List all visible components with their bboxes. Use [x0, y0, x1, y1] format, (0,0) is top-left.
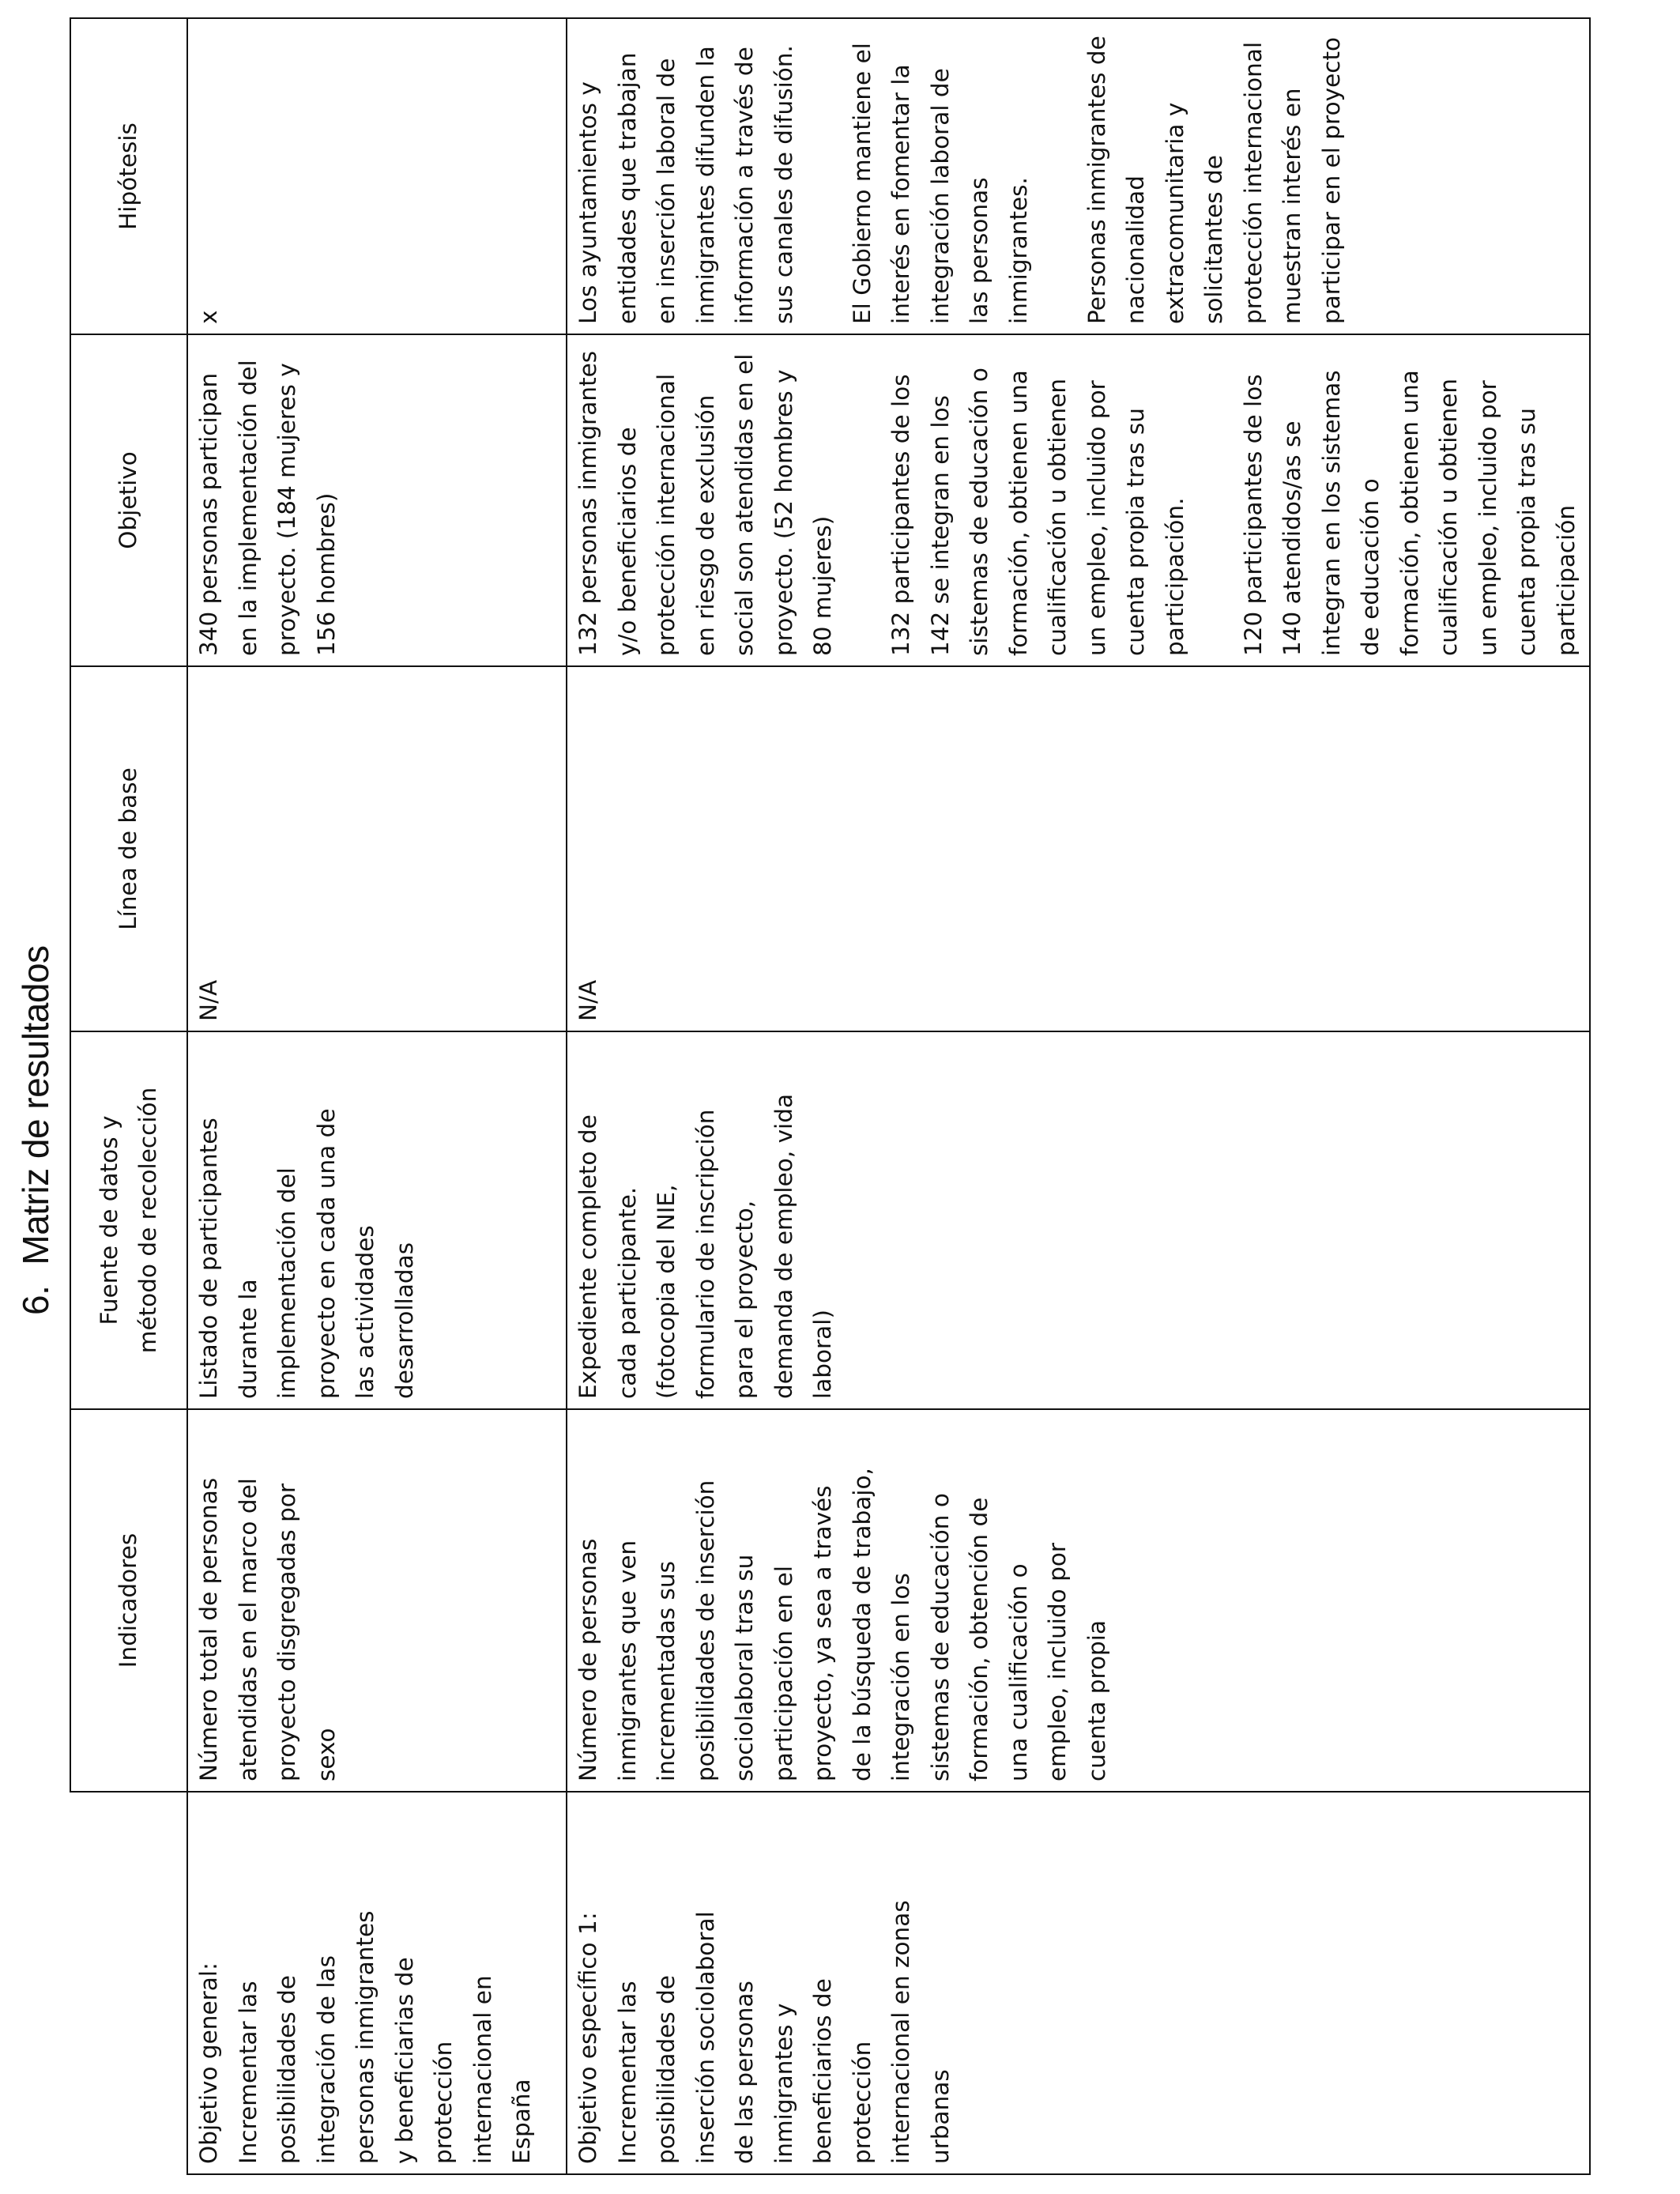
header-cell-empty: [70, 1792, 187, 2174]
hipotesis-cell: [567, 18, 1590, 334]
header-indicadores: Indicadores: [70, 1409, 187, 1792]
linea-base-cell: N/A: [567, 666, 1590, 1031]
row-label: Objetivo general: Incrementar las posibilidades de integración de las personas inmigrantes y beneficiarias de protección internacional en España: [187, 1792, 567, 2174]
linea-base-cell: N/A: [187, 666, 567, 1031]
header-linea-base: Línea de base: [70, 666, 187, 1031]
hipotesis-paragraph: x: [195, 310, 222, 324]
results-matrix-table: [70, 17, 1591, 2175]
indicador-cell: Número de personas inmigrantes que ven incrementadas sus posibilidades de inserción sociolaboral tras su participación en el proyecto, ya sea a través de la búsqueda de trabajo, integración en los sistemas de educación o formación, obtención de una cualificación o empleo, incluido por cuenta propia: [567, 1409, 1590, 1792]
section-heading: [14, 945, 57, 1315]
hipotesis-paragraph: Los ayuntamientos y entidades que trabajan en inserción laboral de inmigrantes difunden la información a través de sus canales de difusión.: [574, 45, 797, 324]
section-title: Matriz de resultados: [15, 945, 56, 1265]
section-number: 6.: [15, 1285, 56, 1315]
objetivo-paragraph: 132 participantes de los 142 se integran en los sistemas de educación o formación, obtienen una cualificación u obtienen un empleo, incluido por cuenta propia tras su participación.: [887, 368, 1188, 656]
hipotesis-paragraph: Personas inmigrantes de nacionalidad extracomunitaria y solicitantes de protección internacional muestran interés en participar en el proyecto: [1083, 36, 1345, 324]
objetivo-paragraph: 120 participantes de los 140 atendidos/as se integran en los sistemas de educación o formación, obtienen una cualificación u obtienen un empleo, incluido por cuenta propia tras su participación: [1239, 370, 1580, 656]
hipotesis-paragraph: El Gobierno mantiene el interés en fomentar la integración laboral de las personas inmigrantes.: [848, 43, 1032, 324]
table-row: [567, 18, 1590, 2174]
header-row: [70, 18, 187, 2174]
table-row: [187, 18, 567, 2174]
fuente-cell: Listado de participantes durante la implementación del proyecto en cada una de las actividades desarrolladas: [187, 1031, 567, 1409]
objetivo-cell: [567, 334, 1590, 666]
objetivo-paragraph: 132 personas inmigrantes y/o beneficiarios de protección internacional en riesgo de exclusión social son atendidas en el proyecto. (52 hombres y 80 mujeres): [574, 350, 836, 656]
header-hipotesis: Hipótesis: [70, 18, 187, 334]
hipotesis-cell: [187, 18, 567, 334]
header-fuente: Fuente de datos y método de recolección: [70, 1031, 187, 1409]
row-label: Objetivo específico 1: Incrementar las posibilidades de inserción sociolaboral de las personas inmigrantes y beneficiarios de protección internacional en zonas urbanas: [567, 1792, 1590, 2174]
objetivo-paragraph: 340 personas participan en la implementación del proyecto. (184 mujeres y 156 hombres): [195, 360, 340, 656]
fuente-cell: Expediente completo de cada participante. (fotocopia del NIE, formulario de inscripción para el proyecto, demanda de empleo, vida laboral): [567, 1031, 1590, 1409]
indicador-cell: Número total de personas atendidas en el marco del proyecto disgregadas por sexo: [187, 1409, 567, 1792]
header-objetivo: Objetivo: [70, 334, 187, 666]
objetivo-cell: [187, 334, 567, 666]
